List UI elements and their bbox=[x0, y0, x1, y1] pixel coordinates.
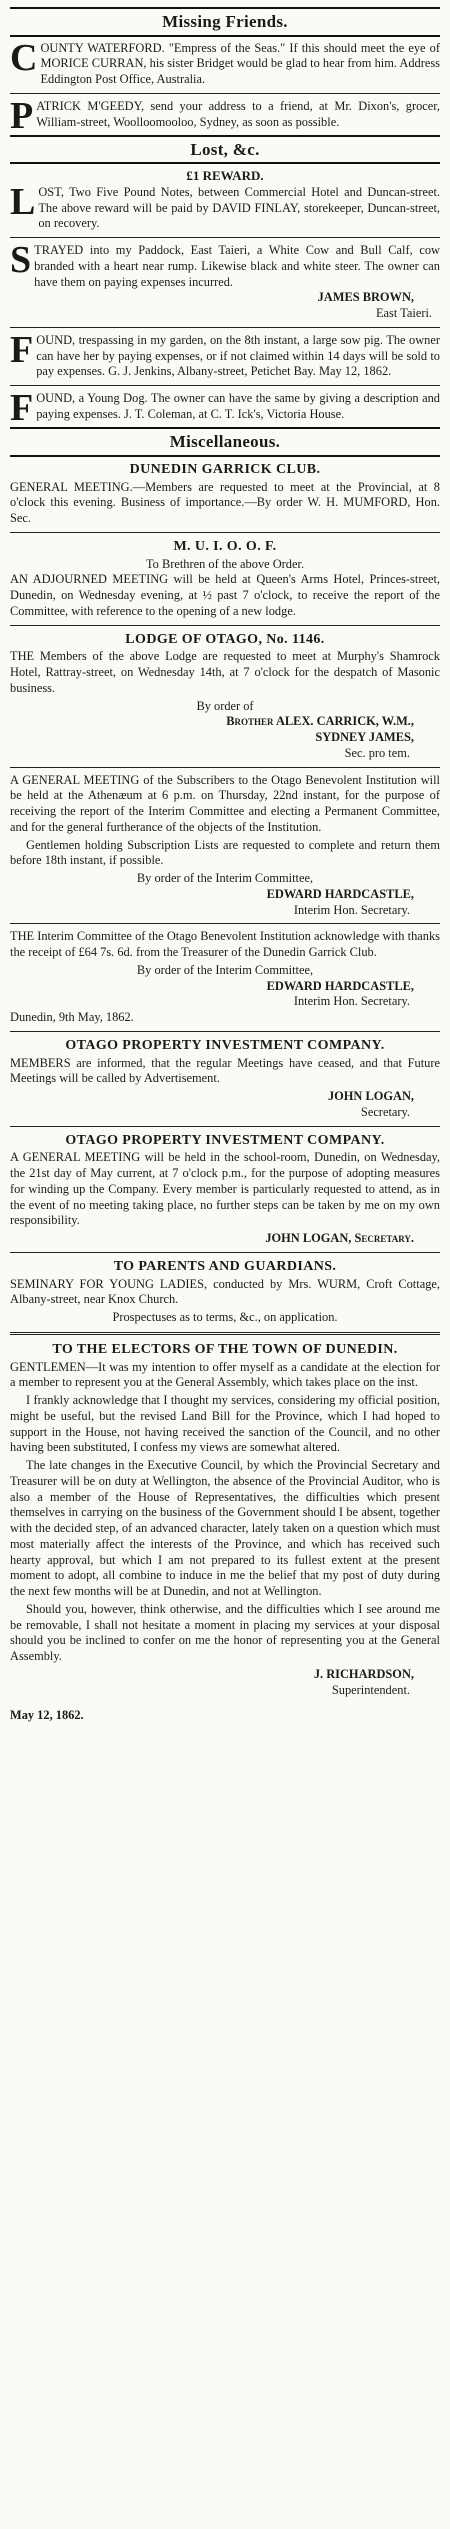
benevolent-ack-text: THE Interim Committee of the Otago Benevolent Institution acknowledge with thanks the receipt of £64 7s. 6d. from the Treasurer of the Dunedin Garrick Club. bbox=[10, 929, 440, 960]
ad-lost-notes bbox=[10, 180, 440, 232]
benevolent-meeting-text: A GENERAL MEETING of the Subscribers to the Otago Benevolent Institution will be held at the Athenæum at 6 p.m. on Thursday, 22nd instant, for the purpose of receiving the report of the Interim Committee and electing a Permanent Committee, and for the general furtherance of the objects of the Institution. bbox=[10, 772, 440, 834]
ad-text: OUND, trespassing in my garden, on the 8th instant, a large sow pig. The owner can have her by paying expenses, or if not claimed within 14 days will be sold to pay expenses. G. J. Jenkins, Albany-street, Petichet Bay. May 12, 1862. bbox=[36, 332, 440, 379]
property-signature-1: JOHN LOGAN, bbox=[327, 1089, 414, 1104]
property-text-1: MEMBERS are informed, that the regular Meetings have ceased, and that Future Meetings will be called by Advertisement. bbox=[10, 1055, 440, 1086]
lodge-by-order: By order of bbox=[196, 698, 254, 713]
electors-paragraph-1: GENTLEMEN—It was my intention to offer myself as a candidate at the election for a member to represent you at the General Assembly, which takes place on the inst. bbox=[10, 1359, 440, 1390]
drop-cap: L bbox=[10, 180, 36, 223]
divider bbox=[10, 923, 440, 924]
electors-heading: TO THE ELECTORS OF THE TOWN OF DUNEDIN. bbox=[52, 1341, 398, 1357]
signature-place: East Taieri. bbox=[375, 306, 432, 321]
signature: JAMES BROWN, bbox=[317, 290, 414, 305]
ad-patrick-mgeedy bbox=[10, 94, 440, 137]
property-text-2: A GENERAL MEETING will be held in the school-room, Dunedin, on Wednesday, the 21st day of May current, at 7 o'clock p.m., for the purpose of adopting measures for winding up the Company. Every member is particularly requested to attend, as in the event of no meeting taking place, no further steps can be taken by me on my own responsibility. bbox=[10, 1150, 440, 1228]
lodge-heading: LODGE OF OTAGO, No. 1146. bbox=[125, 631, 325, 647]
ad-found-pig bbox=[10, 328, 440, 380]
property-heading-1: OTAGO PROPERTY INVESTMENT COMPANY. bbox=[65, 1037, 385, 1053]
electors-paragraph-3: The late changes in the Executive Council, by which the Provincial Secretary and Treasurer will be on duty at Wellington, the absence of the Provincial Auditor, who is also a member of the House of Representatives, the difficulties which present themselves in carrying on the business of the Government should I be absent, together with the decided step, of an advanced character, lately taken on a question which must most materially affect the interests of the Province, and which has received such hearty approval, but which I am not prepared to its fullest extent at the present moment to adopt, all combine to induce in me the belief that my post of duty during the next few months will be at Dunedin, and not at Wellington. bbox=[10, 1458, 440, 1599]
lodge-signature-3: Sec. pro tem. bbox=[344, 745, 410, 760]
reward-heading: £1 REWARD. bbox=[186, 168, 264, 184]
drop-cap: P bbox=[10, 94, 34, 137]
lodge-signature-2: SYDNEY JAMES, bbox=[315, 730, 414, 745]
ad-found-dog bbox=[10, 387, 440, 430]
electors-paragraph-4: Should you, however, think otherwise, and the difficulties which I see around me be removable, I shall not hesitate a moment in placing my services at your disposal should you be inclined to confer on me the honor of representing you at the General Assembly. bbox=[10, 1601, 440, 1664]
benevolent-ack-role: Interim Hon. Secretary. bbox=[293, 994, 410, 1009]
divider bbox=[10, 1252, 440, 1253]
drop-cap: S bbox=[10, 239, 32, 282]
property-heading-2: OTAGO PROPERTY INVESTMENT COMPANY. bbox=[65, 1132, 385, 1148]
divider bbox=[10, 1031, 440, 1032]
section-title-lost: Lost, &c. bbox=[10, 135, 440, 165]
muioof-subheading: To Brethren of the above Order. bbox=[145, 556, 305, 571]
electors-role: Superintendent. bbox=[331, 1682, 410, 1697]
ad-text: OUNTY WATERFORD. "Empress of the Seas." If this should meet the eye of MORICE CURRAN, his sister Bridget would be glad to hear from him. Address Eddington Post Office, Australia. bbox=[40, 40, 440, 87]
benevolent-meeting-text-2: Gentlemen holding Subscription Lists are requested to complete and return them before 18th instant, if possible. bbox=[10, 837, 440, 868]
benevolent-ack-date: Dunedin, 9th May, 1862. bbox=[10, 1010, 134, 1025]
ad-text: OUND, a Young Dog. The owner can have the same by giving a description and paying expenses. J. T. Coleman, at C. T. Ick's, Victoria House. bbox=[36, 391, 440, 421]
garrick-club-heading: DUNEDIN GARRICK CLUB. bbox=[129, 461, 321, 477]
ad-strayed bbox=[10, 239, 440, 322]
electors-paragraph-2: I frankly acknowledge that I thought my services, considering my official position, might be useful, but the revised Land Bill for the Province, which I had hoped to support in the House, not having received the sanction of the Council, and no other having been substituted, I confess my views are somewhat altered. bbox=[10, 1393, 440, 1455]
benevolent-role: Interim Hon. Secretary. bbox=[293, 902, 410, 917]
ad-text: OST, Two Five Pound Notes, between Commercial Hotel and Duncan-street. The above reward will be paid by DAVID FINLAY, storekeeper, Duncan-street, on recovery. bbox=[38, 184, 440, 231]
divider bbox=[10, 625, 440, 626]
benevolent-signature: EDWARD HARDCASTLE, bbox=[266, 886, 414, 901]
lodge-signature-1: Brother ALEX. CARRICK, W.M., bbox=[226, 714, 414, 729]
seminary-text-2: Prospectuses as to terms, &c., on application. bbox=[112, 1310, 338, 1325]
divider bbox=[10, 1332, 440, 1335]
property-signature-2: JOHN LOGAN, Secretary. bbox=[265, 1231, 414, 1246]
lodge-text: THE Members of the above Lodge are requested to meet at Murphy's Shamrock Hotel, Rattray-street, on Wednesday 14th, at 7 o'clock for the despatch of Masonic business. bbox=[10, 649, 440, 695]
electors-signature: J. RICHARDSON, bbox=[313, 1666, 414, 1681]
divider bbox=[10, 1126, 440, 1127]
benevolent-ack-by-order: By order of the Interim Committee, bbox=[136, 962, 314, 977]
benevolent-by-order: By order of the Interim Committee, bbox=[136, 871, 314, 886]
drop-cap: F bbox=[10, 387, 34, 430]
ad-text: ATRICK M'GEEDY, send your address to a friend, at Mr. Dixon's, grocer, William-street, Woolloomooloo, Sydney, as soon as possible. bbox=[36, 98, 440, 129]
seminary-text: SEMINARY FOR YOUNG LADIES, conducted by Mrs. WURM, Croft Cottage, Albany-street, near Knox Church. bbox=[10, 1276, 440, 1307]
property-role-1: Secretary. bbox=[360, 1104, 410, 1119]
muioof-text: AN ADJOURNED MEETING will be held at Queen's Arms Hotel, Princes-street, Dunedin, on Wednesday evening, at ½ past 7 o'clock, to receive the report of the Committee, with reference to the opening of a new lodge. bbox=[10, 572, 440, 618]
divider bbox=[10, 767, 440, 768]
ad-county-waterford bbox=[10, 36, 440, 88]
divider bbox=[10, 327, 440, 328]
divider bbox=[10, 532, 440, 533]
divider bbox=[10, 385, 440, 386]
drop-cap: C bbox=[10, 36, 38, 79]
divider bbox=[10, 93, 440, 94]
divider bbox=[10, 237, 440, 238]
garrick-club-text: GENERAL MEETING.—Members are requested to meet at the Provincial, at 8 o'clock this evening. Business of importance.—By order W. H. MUMFORD, Hon. Sec. bbox=[10, 479, 440, 525]
newspaper-column bbox=[10, 0, 440, 1724]
seminary-heading: TO PARENTS AND GUARDIANS. bbox=[113, 1258, 337, 1274]
section-title-missing-friends: Missing Friends. bbox=[10, 7, 440, 37]
drop-cap: F bbox=[10, 328, 34, 371]
muioof-heading: M. U. I. O. O. F. bbox=[173, 538, 277, 554]
benevolent-ack-signature: EDWARD HARDCASTLE, bbox=[266, 978, 414, 993]
section-title-miscellaneous: Miscellaneous. bbox=[10, 427, 440, 457]
electors-date: May 12, 1862. bbox=[10, 1708, 84, 1723]
ad-text: TRAYED into my Paddock, East Taieri, a White Cow and Bull Calf, cow branded with a heart near rump. Likewise black and white steer. The owner can have them on paying expenses incurred. bbox=[34, 243, 440, 289]
